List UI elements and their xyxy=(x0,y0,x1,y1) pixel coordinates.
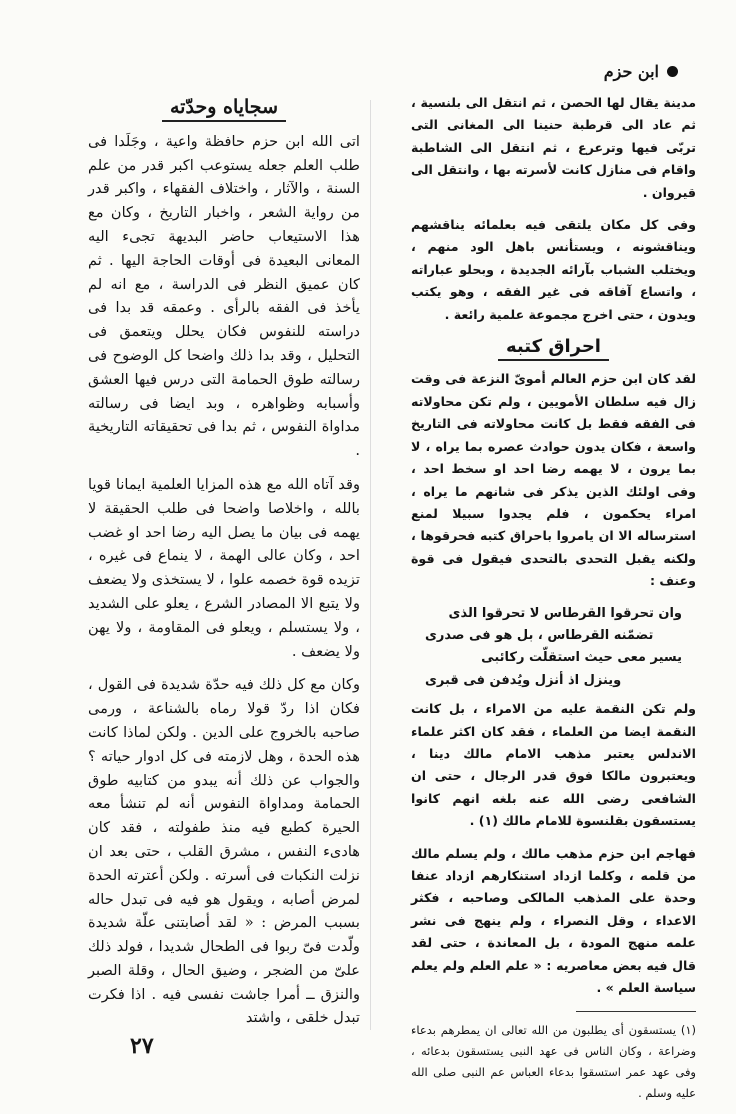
running-head-title: ابن حزم xyxy=(603,62,659,81)
paragraph-sharpness: وكان مع كل ذلك فيه حدّة شديدة فى القول ، فكان اذا ردّ قولا رماه بالشناعة ، ورمى صاحبه بالخروج على الدين . ولكن لماذا كانت هذه الحدة ، وهل لازمته فى كل ادوار حياته ؟ والجواب عن ذلك أنه يبدو من كتابيه طوق الحمامة ومداواة النفوس أنه لم تنشأ معه الحيرة كطبع فيه منذ طفولته ، فقد كان هادىء النفس ، مشرق القلب ، حتى بعد ان نزلت النكبات فى أسرته . ولكن أعترته الحدة لمرض أصابه ، ويقول هو فيه فى تبدل حاله بسبب المرض : « لقد أصابتنى علّة شديدة ولّدت فىّ ربوا فى الطحال شديدا ، فولد ذلك علىّ من الضجر ، وضيق الحال ، وقلة الصبر والنزق ــ أمرا جاشت نفسى فيه . اذا فكرت تبدل خلقى ، واشتد xyxy=(88,676,360,1027)
running-head xyxy=(604,62,678,81)
right-column xyxy=(411,92,696,1114)
opening-paragraph: مدينة يقال لها الحصن ، ثم انتقل الى بلنسية ، ثم عاد الى قرطبة حنينا الى المغانى التى تربّى فيها وترعرع ، ثم انتقل الى الشاطبة واقام فى منازل كانت لأسرته بها ، وانتقل الى قيروان . xyxy=(411,95,696,200)
verse-line-4 xyxy=(411,670,696,692)
section-title-character: سجاياه وحدّته xyxy=(88,96,360,120)
verse-line-2 xyxy=(411,625,696,647)
paragraph-burning: لقد كان ابن حزم العالم أموىّ النزعة فى وقت زال فيه سلطان الأمويين ، ولم تكن محاولاته فى الفقه فقط بل كانت محاولاته فى التاريخ واسعة ، فكان يدون حوادث عصره بما يراه ، لا بما يرون ، لا يهمه رضا احد او سخط احد ، وفى اولئك الذين يذكر فى شانهم ما يراه ، امراء يحكمون ، فلم يجدوا سبيلا لمنع استرساله الا ان يامروا باحراق كتبه فحرقوها ، ولكنه يقبل التحدى بالتحدى فيقول فى قوة وعنف : xyxy=(411,371,696,589)
verse-2-first: يسير معى حيث استقلّت ركائبى xyxy=(481,650,682,666)
paragraph-faith: وقد آتاه الله مع هذه المزايا العلمية ايمانا قويا بالله ، واخلاصا واضحا فى طلب الحقيقة لا يهمه فى بيان ما يصل اليه رضا احد او غضب احد ، وكان عالى الهمة ، لا ينماع فى غيره ، تزيده قوة خصمه علوا ، لا يستخذى ولا يضعف ولا يتبع الا المصادر الشرع ، يعلو على الشديد ، ولا يستسلم ، ويعلو فى المقاومة ، ولا يهن ولا يضعف . xyxy=(88,475,360,660)
footnote: (١) يستسقون أى يطلبون من الله تعالى ان يمطرهم بدعاء وضراعة ، وكان الناس فى عهد النبى يستسقون بدعائه ، وفى عهد عمر استسقوا بدعاء العباس عم النبى صلى الله عليه وسلم . xyxy=(411,1023,696,1101)
paragraph-scholars: وفى كل مكان يلتقى فيه بعلمائه يناقشهم ويناقشونه ، ويستأنس باهل الود منهم ، ويختلب الشباب بآرائه الجديدة ، وبحلو عباراته ، واتساع آفاقه فى غير الفقه ، وهو يكتب ويدون ، حتى اخرج مجموعة علمية رائعة . xyxy=(411,217,696,322)
paragraph-attack-malik: فهاجم ابن حزم مذهب مالك ، ولم يسلم مالك من قلمه ، وكلما ازداد استنكارهم ازداد عنفا وحدة على المذهب المالكى وصاحبه ، فكثر الاعداء ، وقل النصراء ، ولم ينهج فى نشر علمه منهج المودة ، بل المعاندة ، حتى لقد قال فيه بعض معاصريه : « علم العلم ولم يعلم سياسة العلم » . xyxy=(411,845,696,996)
verse-block xyxy=(411,603,696,693)
verse-2-second: وينزل اذ أنزل ويُدفن فى قبرى xyxy=(425,672,622,688)
column-divider xyxy=(370,100,371,1030)
left-column xyxy=(88,92,360,1040)
verse-1-second: تضمّنه القرطاس ، بل هو فى صدرى xyxy=(425,627,654,643)
section-title-burning: احراق كتبه xyxy=(411,336,696,358)
verse-1-first: وان تحرقوا القرطاس لا تحرقوا الذى xyxy=(448,605,682,621)
page-number: ٢٧ xyxy=(130,1033,154,1059)
verse-line-3 xyxy=(411,647,696,669)
paragraph-memory: اتى الله ابن حزم حافظة واعية ، وجَلَدا فى طلب العلم جعله يستوعب اكبر قدر من علم السنة ، والآثار ، واختلاف الفقهاء ، واكبر قدر من رواية الشعر ، واخبار التاريخ ، وكان مع هذا الاستيعاب حاضر البديهة تجىء اليه المعانى البعيدة فى أوقات الحاجة اليها . ثم كان عميق النظر فى الدراسة ، مع انه لم يأخذ فى الفقه بالرأى . وعمقه قد بدا فى دراسته للنفوس فكان يحلل ويتعمق فى التحليل ، وقد بدا ذلك واضحا كل الوضوح فى رسالته طوق الحمامة التى درس فيها العشق وأسبابه وظواهره ، وبد ايضا فى رسالته مداواة النفوس ، ثم بدا فى تحقيقاته التاريخية . xyxy=(88,132,360,460)
paragraph-scholars-anger: ولم تكن النقمة عليه من الامراء ، بل كانت النقمة ايضا من العلماء ، فقد كان اكثر علماء الاندلس يعتبر مذهب الامام مالك دينا ، ويعتبرون مالكا فوق قدر الرجال ، حتى ان الشافعى رضى الله عنه بلغه انهم كانوا يستسقون بقلنسوة للامام مالك (١) . xyxy=(411,701,696,829)
bullet-icon xyxy=(667,66,678,77)
footnote-divider xyxy=(576,1011,696,1012)
verse-line-1 xyxy=(411,603,696,625)
